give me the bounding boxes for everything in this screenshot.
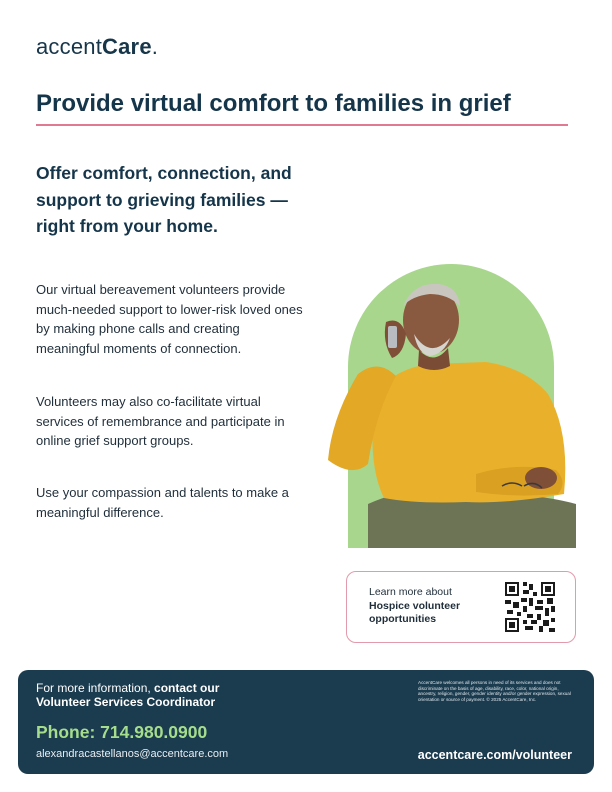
paragraph-services: Volunteers may also co-facilitate virtual services of remembrance and participate in online grief support groups. — [36, 394, 285, 448]
footer-info-bold-1: contact our — [154, 681, 220, 695]
nondiscrimination-disclaimer: AccentCare welcomes all persons in need of its services and does not discriminate on the basis of age, disability, race, color, national origin, ancestry, religion, gender, gender identity and/or gender expression, sexual orientation or source of payment. © 2025 AccentCare, Inc. — [418, 680, 571, 702]
logo-prefix: accent — [36, 34, 103, 59]
page-title: Provide virtual comfort to families in grief — [36, 90, 511, 117]
footer-info-pre: For more information, — [36, 681, 155, 695]
email-link[interactable]: alexandracastellanos@accentcare.com — [36, 748, 229, 760]
logo-bold: Care — [102, 34, 152, 59]
learn-more-title: Hospice volunteer opportunities — [369, 600, 461, 625]
learn-more-box — [346, 571, 576, 643]
title-divider — [36, 124, 568, 126]
subheading: Offer comfort, connection, and support to grieving families — right from your home. — [36, 163, 292, 236]
footer-contact-panel — [18, 670, 594, 774]
footer-info — [36, 682, 276, 709]
qr-code-icon[interactable] — [505, 582, 555, 632]
volunteer-url-link[interactable]: accentcare.com/volunteer — [417, 748, 572, 762]
learn-more-label: Learn more about — [369, 586, 452, 598]
footer-info-bold-2: Volunteer Services Coordinator — [36, 694, 216, 709]
paragraph-call-to-action: Use your compassion and talents to make a meaningful difference. — [36, 485, 289, 520]
paragraph-intro: Our virtual bereavement volunteers provide much-needed support to lower-risk loved ones by making phone calls and creating meaningful moments of connection. — [36, 282, 303, 356]
man-on-phone-photo — [326, 242, 576, 548]
logo-suffix: . — [151, 34, 159, 59]
accentcare-logo — [36, 34, 158, 60]
phone-number[interactable]: Phone: 714.980.0900 — [36, 722, 208, 742]
